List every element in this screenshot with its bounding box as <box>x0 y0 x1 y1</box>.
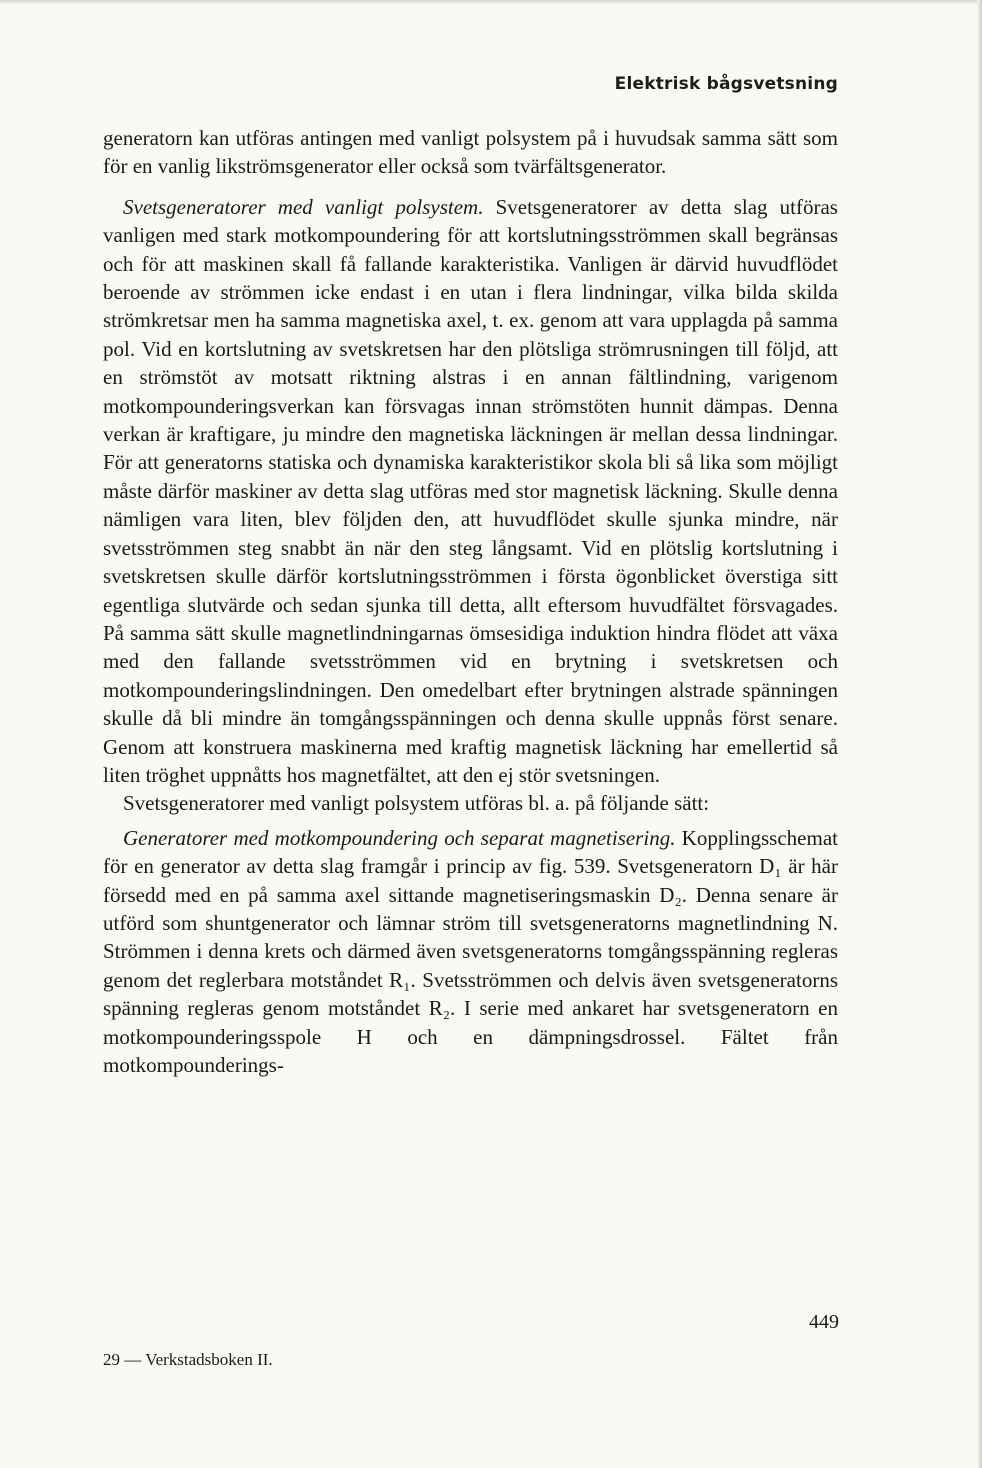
paragraph-text: Kopplingsschemat för en generator av detta slag framgår i princip av fig. 539. Svetsgeneratorn D₁ är här försedd med en på samma axel sittande magnetiseringsmaskin D₂. Denna senare är utförd som shuntgenerator och lämnar ström till svetsgeneratorns magnetlindning N. Strömmen i denna krets och därmed även svetsgeneratorns tomgångsspänning regleras genom det reglerbara motståndet R₁. Svetsströmmen och delvis även svetsgeneratorns spänning regleras genom motståndet R₂. I serie med ankaret har svetsgeneratorn en motkompounderingsspole H och en dämpningsdrossel. Fältet från motkompounderings- <box>103 825 838 1077</box>
paragraph-continuation <box>103 124 838 181</box>
paragraph-intro-list <box>103 789 838 817</box>
signature-footer: 29 — Verkstadsboken II. <box>103 1350 273 1369</box>
paragraph-text: Svetsgeneratorer av detta slag utföras vanligen med stark motkompoundering för att kortslutningsströmmen skall begränsas och för att maskinen skall få fallande karakteristika. Vanligen är därvid huvudflödet beroende av strömmen icke endast i en utan i flera lindningar, vilka bilda skilda strömkretsar men ha samma magnetiska axel, t. ex. genom att vara upplagda på samma pol. Vid en kortslutning av svetskretsen har den plötsliga strömrusningen till följd, att en strömstöt av motsatt riktning alstras i en annan fältlindning, varigenom motkompounderingsverkan kan försvagas innan strömstöten hunnit dämpas. Denna verkan är kraftigare, ju mindre den magnetiska läckningen är mellan dessa lindningar. För att generatorns statiska och dynamiska karakteristikor skola bli så lika som möjligt måste därför maskiner av detta slag utföras med stor magnetisk läckning. Skulle denna nämligen vara liten, blev följden den, att huvudflödet skulle sjunka mindre, när svetsströmmen steg snabbt än när den steg långsamt. Vid en plötslig kortslutning i svetskretsen skulle därför kortslutningsströmmen i första ögonblicket överstiga sitt egentliga slutvärde och sedan sjunka till detta, allt eftersom huvudfältet försvagades. På samma sätt skulle magnetlindningarnas ömsesidiga induktion hindra flödet att växa med den fallande svetsströmmen vid en brytning i svetskretsen och motkompounderingslindningen. Den omedelbart efter brytningen alstrade spänningen skulle då bli mindre än tomgångsspänningen och denna skulle uppnås först senare. Genom att konstruera maskinerna med kraftig magnetisk läckning har emellertid så liten tröghet uppnåtts hos magnetfältet, att den ej stör svetsningen. <box>103 194 838 787</box>
paragraph-text: Svetsgeneratorer med vanligt polsystem utföras bl. a. på följande sätt: <box>123 791 710 816</box>
paragraph-lead-heading: Svetsgeneratorer med vanligt polsystem. <box>123 194 484 219</box>
running-head: Elektrisk bågsvetsning <box>614 74 838 94</box>
paragraph-text: generatorn kan utföras antingen med vanligt polsystem på i huvudsak samma sätt som för en vanlig likströmsgenerator eller också som tvärfältsgenerator. <box>103 126 838 179</box>
paragraph-motkompoundering <box>103 824 838 1080</box>
page-number: 449 <box>809 1311 839 1333</box>
page-top-edge <box>0 0 982 4</box>
paragraph-lead-heading: Generatorer med motkompoundering och separat magnetisering. <box>123 825 676 850</box>
body-text <box>103 124 838 1079</box>
page-right-edge <box>977 0 982 1468</box>
paragraph-vanligt-polsystem <box>103 193 838 790</box>
